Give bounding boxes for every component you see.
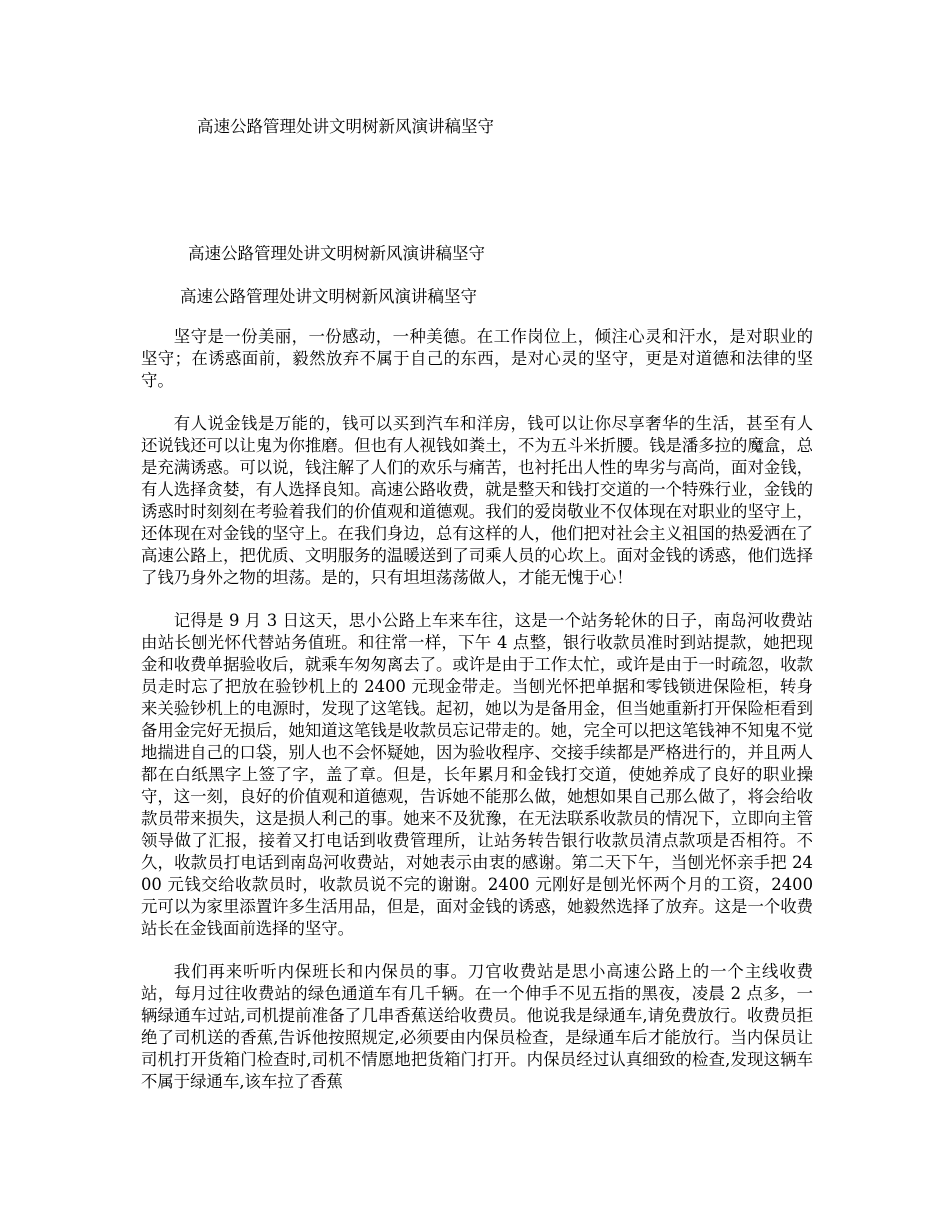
paragraph-2: 有人说金钱是万能的，钱可以买到汽车和洋房，钱可以让你尽享奢华的生活，甚至有人还说钱还可以让鬼为你推磨。但也有人视钱如粪土，不为五斗米折腰。钱是潘多拉的魔盒，总是充满诱惑。可以说，钱注解了人们的欢乐与痛苦，也衬托出人性的卑劣与高尚，面对金钱，有人选择贪婪，有人选择良知。高速公路收费，就是整天和钱打交道的一个特殊行业，金钱的诱惑时时刻刻在考验着我们的价值观和道德观。我们的爱岗敬业不仅体现在对职业的坚守上，还体现在对金钱的坚守上。在我们身边，总有这样的人，他们把对社会主义祖国的热爱洒在了高速公路上，把优质、文明服务的温暖送到了司乘人员的心坎上。面对金钱的诱惑，他们选择了钱乃身外之物的坦荡。是的，只有坦坦荡荡做人，才能无愧于心！ xyxy=(141,414,814,587)
header-title: 高速公路管理处讲文明树新风演讲稿坚守 xyxy=(197,117,494,136)
paragraph-1: 坚守是一份美丽，一份感动，一种美德。在工作岗位上，倾注心灵和汗水，是对职业的坚守；在诱惑面前，毅然放弃不属于自己的东西，是对心灵的坚守，更是对道德和法律的坚守。 xyxy=(141,327,813,390)
paragraph-3: 记得是 9 月 3 日这天，思小公路上车来车往，这是一个站务轮休的日子，南岛河收费站由站长刨光怀代替站务值班。和往常一样，下午 4 点整，银行收款员准时到站提款，她把现金和收费单据验收后，就乘车匆匆离去了。或许是由于工作太忙，或许是由于一时疏忽，收款员走时忘了把放在验钞机上的 2400 元现金带走。当刨光怀把单据和零钱锁进保险柜，转身来关验钞机上的电源时，发现了这笔钱。起初，她以为是备用金，但当她重新打开保险柜看到备用金完好无损后，她知道这笔钱是收款员忘记带走的。她，完全可以把这笔钱神不知鬼不觉地揣进自己的口袋，别人也不会怀疑她，因为验收程序、交接手续都是严格进行的，并且两人都在白纸黑字上签了字，盖了章。但是，长年累月和金钱打交道，使她养成了良好的职业操守，这一刻，良好的价值观和道德观，告诉她不能那么做，她想如果自己那么做了，将会给收款员带来损失，这是损人利己的事。她来不及犹豫，在无法联系收款员的情况下，立即向主管领导做了汇报，接着又打电话到收费管理所，让站务转告银行收款员清点款项是否相符。不久，收款员打电话到南岛河收费站，对她表示由衷的感谢。第二天下午，当刨光怀亲手把 2400 元钱交给收款员时，收款员说不完的谢谢。2400 元刚好是刨光怀两个月的工资，2400 元可以为家里添置许多生活用品，但是，面对金钱的诱惑，她毅然选择了放弃。这是一个收费站长在金钱面前选择的坚守。 xyxy=(141,611,814,938)
document-title: 高速公路管理处讲文明树新风演讲稿坚守 xyxy=(188,244,485,263)
document-subtitle: 高速公路管理处讲文明树新风演讲稿坚守 xyxy=(180,287,477,306)
document-body xyxy=(141,326,813,1114)
paragraph-4: 我们再来听听内保班长和内保员的事。刀官收费站是思小高速公路上的一个主线收费站，每月过往收费站的绿色通道车有几千辆。在一个伸手不见五指的黑夜，凌晨 2 点多，一辆绿通车过站,司机提前准备了几串香蕉送给收费员。他说我是绿通车,请免费放行。收费员拒绝了司机送的香蕉,告诉他按照规定,必须要由内保员检查，是绿通车后才能放行。当内保员让司机打开货箱门检查时,司机不情愿地把货箱门打开。内保员经过认真细致的检查,发现这辆车不属于绿通车,该车拉了香蕉 xyxy=(141,962,813,1091)
